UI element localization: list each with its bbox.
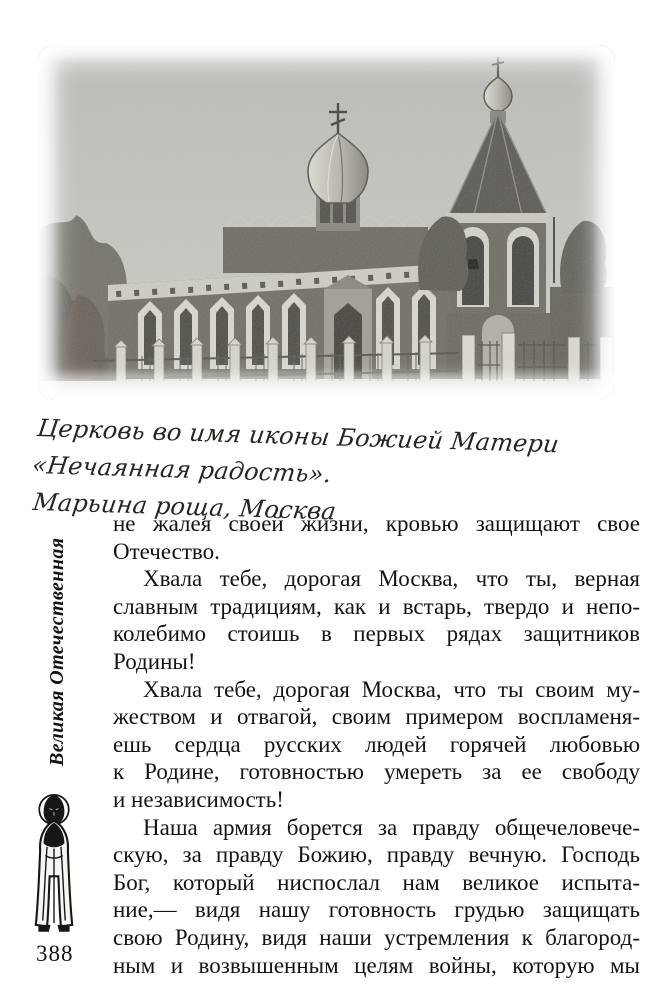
- church-photo-illustration: [38, 45, 615, 400]
- body-text: [113, 510, 640, 979]
- body-line: не жалея своей жизни, кровью защищают свое: [113, 511, 640, 536]
- body-line: Хвала тебе, дорогая Москва, что ты своим му-: [143, 676, 640, 702]
- body-line: Родины!: [113, 648, 196, 674]
- church-photo: [38, 45, 615, 400]
- body-line: ние,— видя нашу готовность грудью защищать: [113, 897, 640, 923]
- body-line: славным традициям, как и встарь, твердо и непо-: [113, 593, 640, 619]
- body-line: Отечество.: [113, 538, 220, 564]
- photo-grain: [38, 45, 615, 400]
- body-line: к Родине, готовностью умереть за ее свободу: [113, 759, 640, 785]
- saint-figure-icon: [28, 786, 80, 938]
- body-line: ешь сердца русских людей горячей любовью: [113, 731, 640, 757]
- body-line: колебимо стоишь в первых рядах защитников: [113, 621, 640, 647]
- body-line: свою Родину, видя наши устремления к благород-: [113, 924, 640, 950]
- body-line: Хвала тебе, дорогая Москва, что ты, верная: [143, 566, 640, 592]
- body-line: Бог, который ниспослал нам великое испыта-: [113, 869, 640, 895]
- body-line: жеством и отвагой, своим примером воспламеня-: [113, 704, 640, 730]
- body-line: ным и возвышенным целям войны, которую мы: [113, 952, 640, 978]
- body-line: скую, за правду Божию, правду вечную. Господь: [113, 842, 640, 868]
- caption-line: Церковь во имя иконы Божией Матери «Нечаянная радость».: [30, 414, 561, 489]
- saint-figure-drawing: [28, 786, 80, 938]
- page-number: 388: [36, 941, 74, 966]
- body-line: Наша армия борется за правду общечеловече-: [143, 814, 640, 840]
- series-title-vertical: Великая Отечественная: [46, 537, 68, 766]
- caption-line: Марьина роща, Москва: [31, 488, 338, 526]
- body-line: и независимость!: [113, 786, 284, 812]
